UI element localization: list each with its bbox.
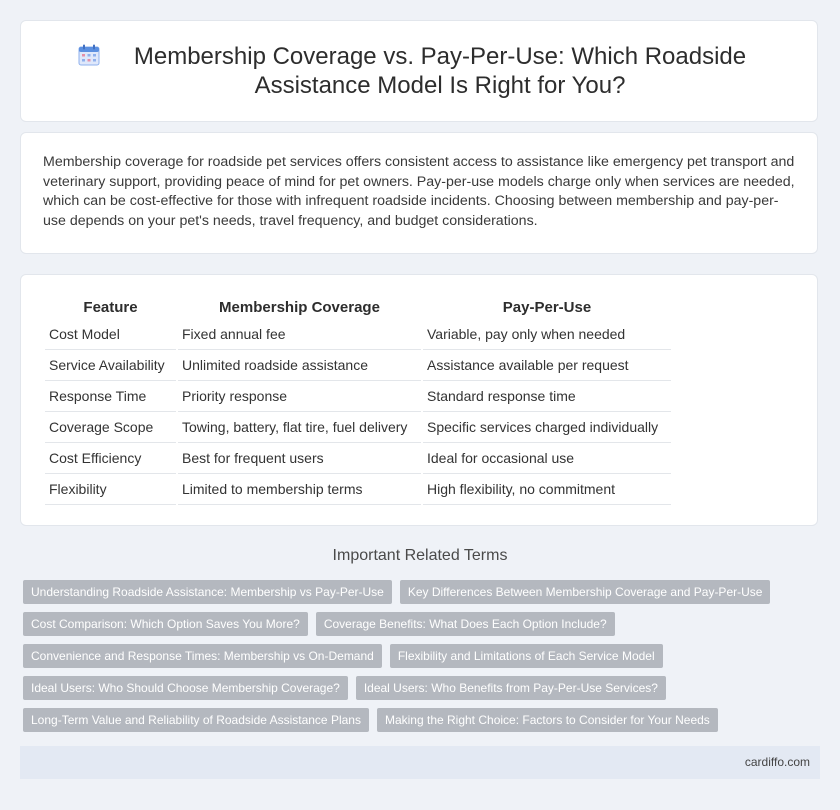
- table-cell: Flexibility: [45, 474, 176, 505]
- table-cell: Unlimited roadside assistance: [178, 350, 421, 381]
- related-term-link[interactable]: Flexibility and Limitations of Each Service Model: [390, 644, 663, 668]
- table-cell: High flexibility, no commitment: [423, 474, 671, 505]
- table-row: [45, 350, 671, 381]
- table-row: [45, 443, 671, 474]
- page-title: Membership Coverage vs. Pay-Per-Use: Which Roadside Assistance Model Is Right for You?: [133, 43, 747, 99]
- table-cell: Fixed annual fee: [178, 319, 421, 350]
- related-term-link[interactable]: Understanding Roadside Assistance: Membership vs Pay-Per-Use: [23, 580, 392, 604]
- table-cell: Coverage Scope: [45, 412, 176, 443]
- related-terms-list: [23, 580, 823, 740]
- table-cell: Service Availability: [45, 350, 176, 381]
- related-term-link[interactable]: Making the Right Choice: Factors to Consider for Your Needs: [377, 708, 718, 732]
- table-cell: Limited to membership terms: [178, 474, 421, 505]
- title-card: [20, 20, 818, 122]
- comparison-table: [43, 295, 673, 505]
- tag-row: [23, 644, 823, 668]
- tag-row: [23, 676, 823, 700]
- calendar-icon: [78, 44, 100, 66]
- related-term-link[interactable]: Long-Term Value and Reliability of Roadside Assistance Plans: [23, 708, 369, 732]
- table-cell: Standard response time: [423, 381, 671, 412]
- table-row: [45, 474, 671, 505]
- footer: [20, 746, 820, 779]
- column-header-membership: Membership Coverage: [219, 299, 380, 316]
- table-cell: Specific services charged individually: [423, 412, 671, 443]
- related-term-link[interactable]: Cost Comparison: Which Option Saves You More?: [23, 612, 308, 636]
- tag-row: [23, 612, 823, 636]
- table-cell: Cost Model: [45, 319, 176, 350]
- related-term-link[interactable]: Ideal Users: Who Should Choose Membership Coverage?: [23, 676, 348, 700]
- related-term-link[interactable]: Key Differences Between Membership Coverage and Pay-Per-Use: [400, 580, 771, 604]
- table-cell: Response Time: [45, 381, 176, 412]
- table-cell: Assistance available per request: [423, 350, 671, 381]
- tag-row: [23, 580, 823, 604]
- tag-row: [23, 708, 823, 732]
- table-cell: Ideal for occasional use: [423, 443, 671, 474]
- intro-card: [20, 132, 818, 254]
- table-cell: Priority response: [178, 381, 421, 412]
- title-wrap: [21, 42, 817, 100]
- table-cell: Best for frequent users: [178, 443, 421, 474]
- column-header-pay-per-use: Pay-Per-Use: [502, 299, 592, 316]
- column-header-feature: Feature: [83, 299, 138, 316]
- table-cell: Towing, battery, flat tire, fuel delivery: [178, 412, 421, 443]
- table-header-row: [45, 295, 671, 319]
- related-term-link[interactable]: Convenience and Response Times: Membership vs On-Demand: [23, 644, 382, 668]
- table-row: [45, 319, 671, 350]
- intro-paragraph: Membership coverage for roadside pet services offers consistent access to assistance like emergency pet transport and veterinary support, providing peace of mind for pet owners. Pay-per-use models charge only when services are needed, which can be cost-effective for those with infrequent roadside incidents. Choosing between membership and pay-per-use depends on your pet's needs, travel frequency, and budget considerations.: [43, 154, 795, 229]
- related-terms-heading: Important Related Terms: [332, 547, 508, 564]
- related-term-link[interactable]: Ideal Users: Who Benefits from Pay-Per-Use Services?: [356, 676, 666, 700]
- table-cell: Variable, pay only when needed: [423, 319, 671, 350]
- table-cell: Cost Efficiency: [45, 443, 176, 474]
- table-row: [45, 381, 671, 412]
- related-term-link[interactable]: Coverage Benefits: What Does Each Option Include?: [316, 612, 615, 636]
- table-row: [45, 412, 671, 443]
- comparison-card: [20, 274, 818, 526]
- footer-site-link[interactable]: cardiffo.com: [744, 755, 810, 769]
